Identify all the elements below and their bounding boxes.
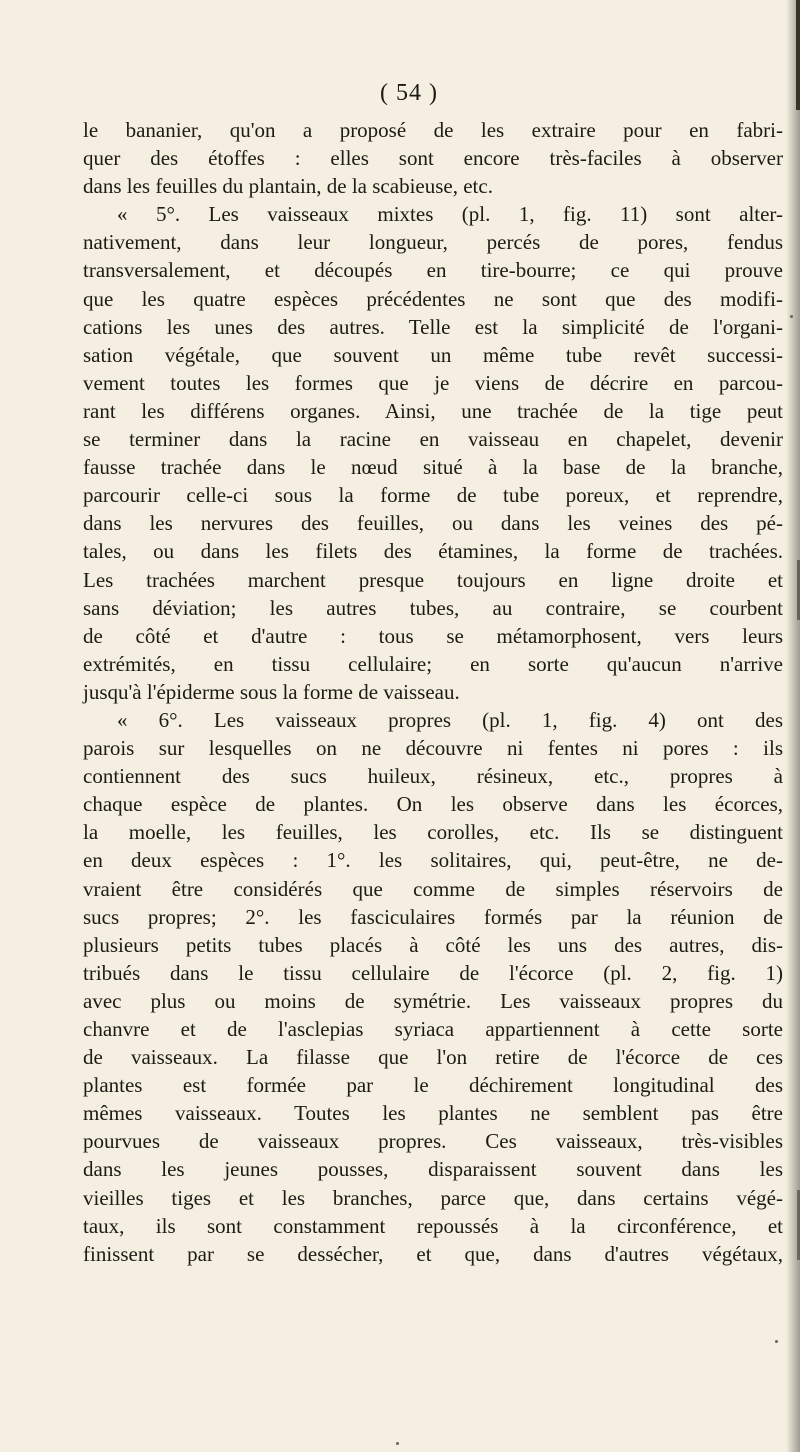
text-line: de vaisseaux. La filasse que l'on retire de l'écorce de ces bbox=[83, 1045, 783, 1070]
ink-speck bbox=[775, 1340, 778, 1343]
text-line: cations les unes des autres. Telle est la simplicité de l'organi- bbox=[83, 314, 783, 339]
text-line: « 5°. Les vaisseaux mixtes (pl. 1, fig. 11) sont alter- bbox=[117, 202, 783, 227]
text-line: transversalement, et découpés en tire-bourre; ce qui prouve bbox=[83, 258, 783, 283]
text-line: taux, ils sont constamment repoussés à la circonférence, et bbox=[83, 1213, 783, 1238]
text-line: parcourir celle-ci sous la forme de tube poreux, et reprendre, bbox=[83, 483, 783, 508]
text-line: rant les différens organes. Ainsi, une trachée de la tige peut bbox=[83, 398, 783, 423]
text-line: chaque espèce de plantes. On les observe dans les écorces, bbox=[83, 792, 783, 817]
text-line: nativement, dans leur longueur, percés de pores, fendus bbox=[83, 230, 783, 255]
text-line: contiennent des sucs huileux, résineux, etc., propres à bbox=[83, 764, 783, 789]
text-line: jusqu'à l'épiderme sous la forme de vaisseau. bbox=[83, 679, 460, 704]
text-line: avec plus ou moins de symétrie. Les vaisseaux propres du bbox=[83, 988, 783, 1013]
ink-speck bbox=[396, 1442, 399, 1445]
text-line: la moelle, les feuilles, les corolles, etc. Ils se distinguent bbox=[83, 820, 783, 845]
text-line: pourvues de vaisseaux propres. Ces vaisseaux, très-visibles bbox=[83, 1129, 783, 1154]
text-line: sation végétale, que souvent un même tube revêt successi- bbox=[83, 342, 783, 367]
text-line: dans les nervures des feuilles, ou dans les veines des pé- bbox=[83, 511, 783, 536]
text-line: le bananier, qu'on a proposé de les extraire pour en fabri- bbox=[83, 118, 783, 142]
text-line: vraient être considérés que comme de simples réservoirs de bbox=[83, 876, 783, 901]
text-line: dans les jeunes pousses, disparaissent souvent dans les bbox=[83, 1157, 783, 1182]
page-number: ( 54 ) bbox=[380, 80, 438, 106]
text-line: sucs propres; 2°. les fasciculaires formés par la réunion de bbox=[83, 904, 783, 929]
text-line: se terminer dans la racine en vaisseau en chapelet, devenir bbox=[83, 427, 783, 452]
text-line: en deux espèces : 1°. les solitaires, qui, peut-être, ne de- bbox=[83, 848, 783, 873]
text-line: vieilles tiges et les branches, parce que, dans certains végé- bbox=[83, 1185, 783, 1210]
body-text bbox=[83, 116, 783, 1268]
text-line: extrémités, en tissu cellulaire; en sorte qu'aucun n'arrive bbox=[83, 651, 783, 676]
text-line: plusieurs petits tubes placés à côté les uns des autres, dis- bbox=[83, 932, 783, 957]
text-line: tribués dans le tissu cellulaire de l'écorce (pl. 2, fig. 1) bbox=[83, 960, 783, 985]
text-line: mêmes vaisseaux. Toutes les plantes ne semblent pas être bbox=[83, 1101, 783, 1126]
text-line: fausse trachée dans le nœud situé à la base de la branche, bbox=[83, 455, 783, 480]
text-line: parois sur lesquelles on ne découvre ni fentes ni pores : ils bbox=[83, 736, 783, 761]
text-line: plantes est formée par le déchirement longitudinal des bbox=[83, 1073, 783, 1098]
text-line: finissent par se dessécher, et que, dans d'autres végétaux, bbox=[83, 1241, 783, 1266]
text-line: tales, ou dans les filets des étamines, la forme de trachées. bbox=[83, 539, 783, 564]
text-line: que les quatre espèces précédentes ne sont que des modifi- bbox=[83, 286, 783, 311]
text-line: vement toutes les formes que je viens de décrire en parcou- bbox=[83, 370, 783, 395]
text-line: « 6°. Les vaisseaux propres (pl. 1, fig. 4) ont des bbox=[117, 707, 783, 732]
text-line: quer des étoffes : elles sont encore très-faciles à observer bbox=[83, 146, 783, 171]
text-line: chanvre et de l'asclepias syriaca appartiennent à cette sorte bbox=[83, 1017, 783, 1041]
text-line: sans déviation; les autres tubes, au contraire, se courbent bbox=[83, 595, 783, 620]
page-edge-mark bbox=[796, 0, 800, 110]
text-line: dans les feuilles du plantain, de la scabieuse, etc. bbox=[83, 174, 493, 199]
text-line: Les trachées marchent presque toujours en ligne droite et bbox=[83, 567, 783, 592]
text-line: de côté et d'autre : tous se métamorphosent, vers leurs bbox=[83, 623, 783, 648]
ink-speck bbox=[790, 315, 793, 318]
